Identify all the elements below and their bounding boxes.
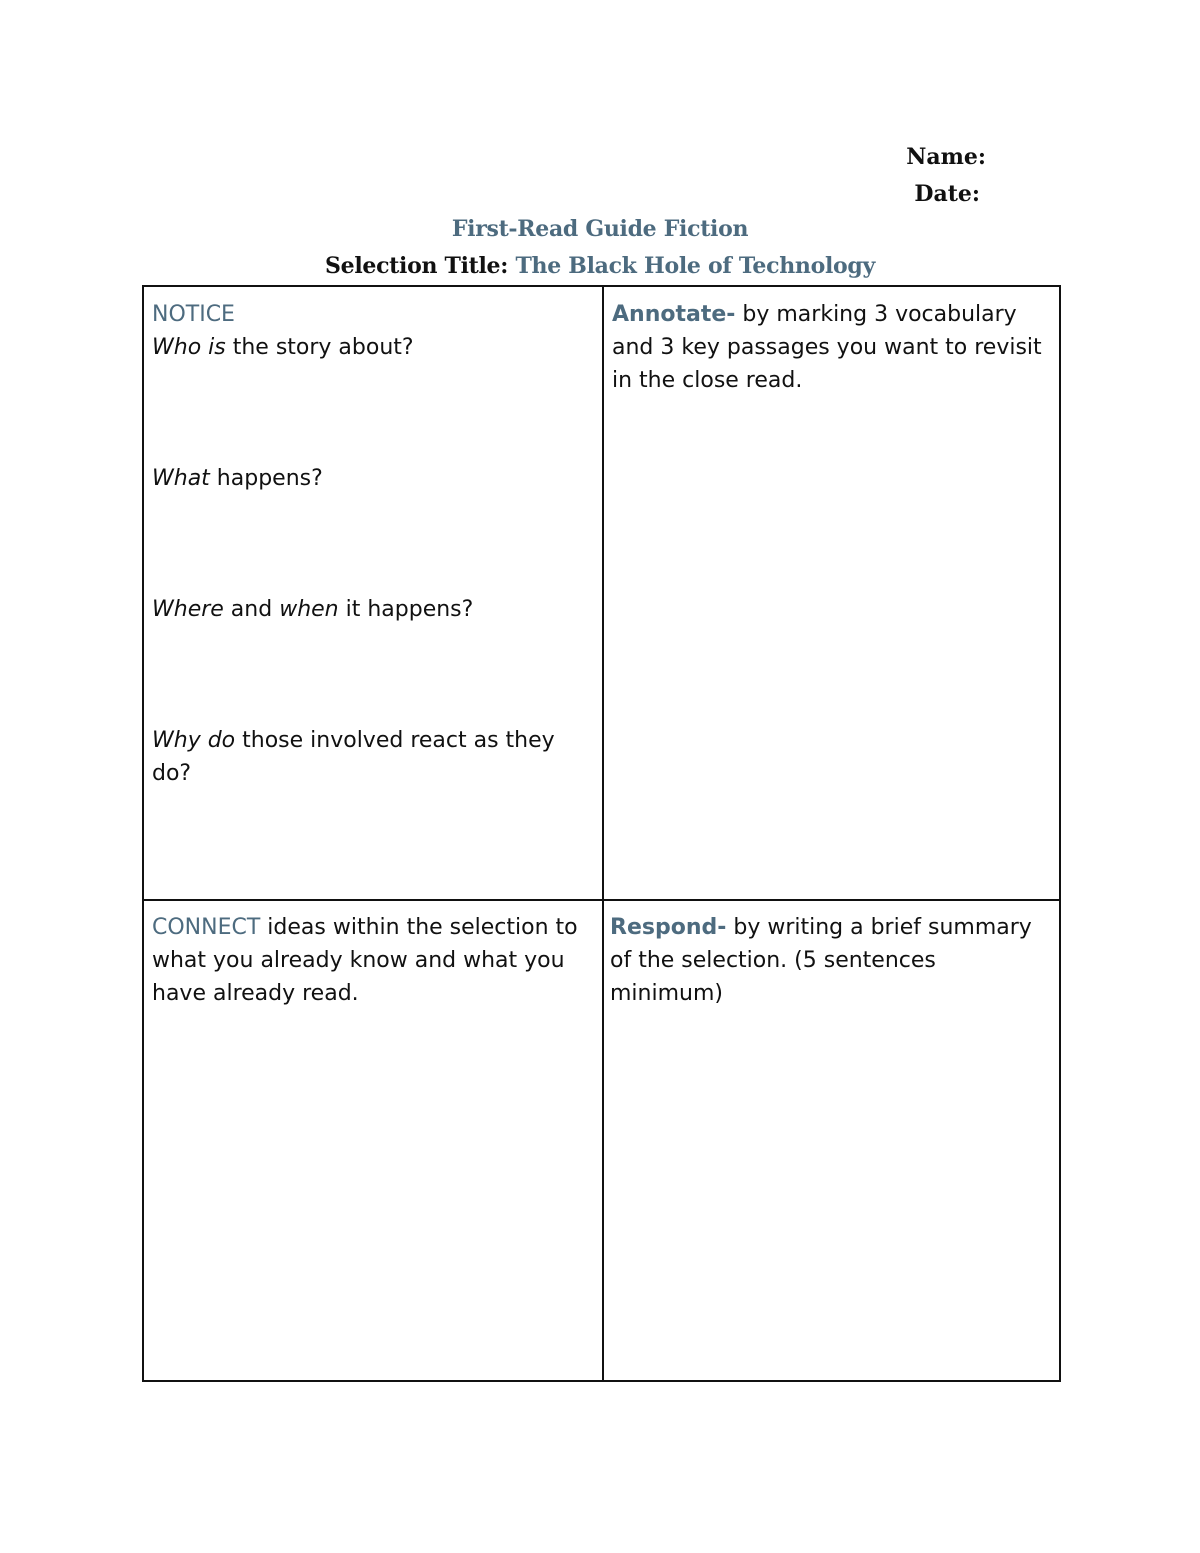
notice-cell[interactable]	[152, 298, 592, 786]
respond-text: by writing a brief summary of the selection. (5 sentences minimum)	[610, 915, 1032, 1006]
respond-cell[interactable]	[610, 911, 1052, 1010]
grid-divider-vertical	[602, 287, 604, 1380]
question-lead: Why do	[152, 728, 236, 753]
selection-title-label: Selection Title:	[325, 253, 509, 279]
annotate-label: Annotate-	[612, 302, 736, 327]
question-rest: those involved react as they do?	[152, 728, 555, 786]
notice-question-why	[152, 724, 592, 790]
connect-text: ideas within the selection to what you already know and what you have already read.	[152, 915, 578, 1006]
question-lead: Where	[152, 597, 224, 622]
notice-question-what	[152, 462, 592, 495]
selection-title-value: The Black Hole of Technology	[515, 253, 875, 279]
question-lead: What	[152, 466, 210, 491]
question-lead: Who is	[152, 335, 226, 360]
question-mid: and	[223, 597, 280, 622]
notice-question-who	[152, 331, 592, 364]
selection-title	[0, 253, 1200, 279]
respond-label: Respond-	[610, 915, 727, 940]
annotate-cell[interactable]	[612, 298, 1052, 397]
notice-question-where-when	[152, 593, 592, 626]
date-label: Date:	[914, 181, 980, 207]
first-read-grid	[142, 285, 1061, 1382]
connect-label: CONNECT	[152, 915, 261, 940]
question-lead-2: when	[279, 597, 339, 622]
question-rest: it happens?	[338, 597, 474, 622]
page-title: First-Read Guide Fiction	[451, 216, 749, 242]
question-rest: happens?	[209, 466, 323, 491]
name-label: Name:	[906, 144, 986, 170]
annotate-text: by marking 3 vocabulary and 3 key passages you want to revisit in the close read.	[612, 302, 1042, 393]
connect-cell[interactable]	[152, 911, 592, 1010]
grid-divider-horizontal	[144, 899, 1059, 901]
question-rest: the story about?	[225, 335, 414, 360]
notice-label: NOTICE	[152, 302, 235, 327]
